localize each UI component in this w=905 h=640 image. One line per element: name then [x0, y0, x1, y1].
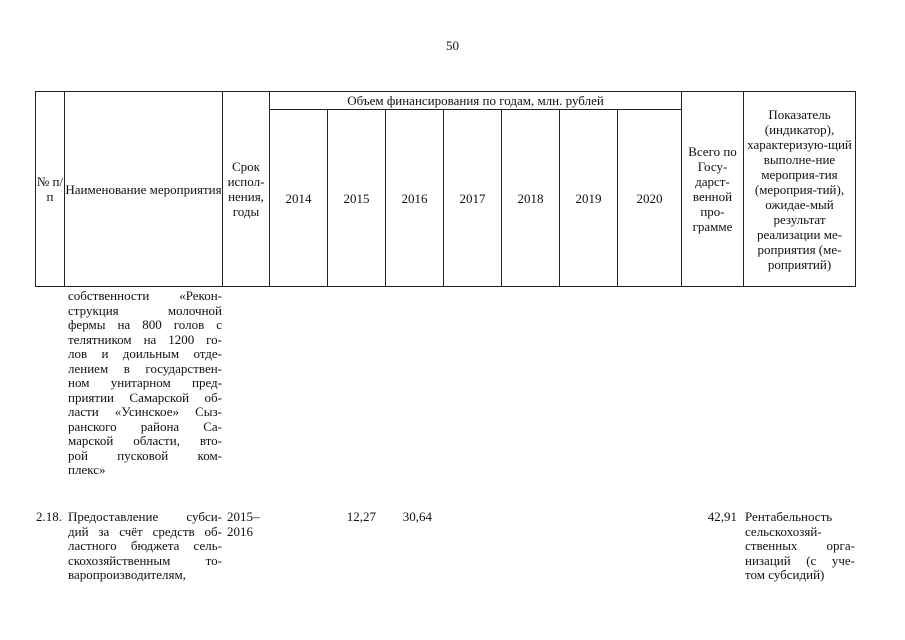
- table-header: [35, 91, 856, 287]
- header-year-2016: 2016: [386, 110, 444, 287]
- row-indicator: [745, 510, 855, 583]
- row-number: 2.18.: [36, 509, 62, 524]
- text-line: собственности «Рекон-: [68, 288, 222, 303]
- text-line: фермы на 800 голов с: [68, 317, 222, 332]
- text-line: Рентабельность: [745, 509, 833, 524]
- text-line: ластного бюджета сель-: [68, 538, 222, 553]
- header-name: Наименование мероприятия: [65, 92, 223, 287]
- header-indicator: Показатель (индикатор), характеризую-щий выполне-ние мероприя-тия (мероприя-тий), ожидае-мый результат реализации ме-роприятия (ме-роприятий): [744, 92, 856, 287]
- text-line: том субсидий): [745, 567, 825, 582]
- header-year-2014: 2014: [270, 110, 328, 287]
- text-line: лением в государствен-: [68, 360, 222, 376]
- continuation-text: [68, 289, 222, 478]
- text-line: телятником на 1200 го-: [68, 331, 222, 347]
- text-line: варопроизводителям,: [68, 567, 186, 582]
- text-line: приятии Самарской об-: [68, 389, 222, 405]
- text-line: ственных орга-: [745, 538, 855, 553]
- header-funding: Объем финансирования по годам, млн. рублей: [270, 92, 682, 110]
- text-line: Предоставление субси-: [68, 509, 222, 524]
- text-line: плекс»: [68, 462, 106, 477]
- text-line: рой пусковой ком-: [68, 447, 222, 463]
- text-line: ранского района Са-: [68, 418, 222, 434]
- header-year-2018: 2018: [502, 110, 560, 287]
- text-line: ном унитарном пред-: [68, 375, 222, 390]
- header-year-2017: 2017: [444, 110, 502, 287]
- text-line: лов и доильным отде-: [68, 346, 222, 361]
- text-line: сельскохозяй-: [745, 523, 822, 539]
- value-total: 42,91: [707, 509, 737, 524]
- text-line: 2016: [227, 523, 253, 539]
- text-line: дий за счёт средств об-: [68, 523, 222, 539]
- text-line: ласти «Усинское» Сыз-: [68, 404, 222, 419]
- page-number: 50: [446, 38, 459, 53]
- text-line: марской области, вто-: [68, 433, 222, 448]
- header-year-2020: 2020: [618, 110, 682, 287]
- text-line: 2015–: [227, 509, 260, 524]
- header-no: № п/п: [36, 92, 65, 287]
- value-2016: 30,64: [402, 509, 432, 524]
- header-year-2015: 2015: [328, 110, 386, 287]
- text-line: низаций (с уче-: [745, 552, 855, 568]
- header-term: Срок испол-нения, годы: [223, 92, 270, 287]
- row-term: [227, 510, 260, 539]
- value-2015: 12,27: [346, 509, 376, 524]
- text-line: скохозяйственным то-: [68, 552, 222, 568]
- header-total: Всего по Госу-дарст-венной про-грамме: [682, 92, 744, 287]
- row-name: [68, 510, 222, 583]
- text-line: струкция молочной: [68, 302, 222, 318]
- header-year-2019: 2019: [560, 110, 618, 287]
